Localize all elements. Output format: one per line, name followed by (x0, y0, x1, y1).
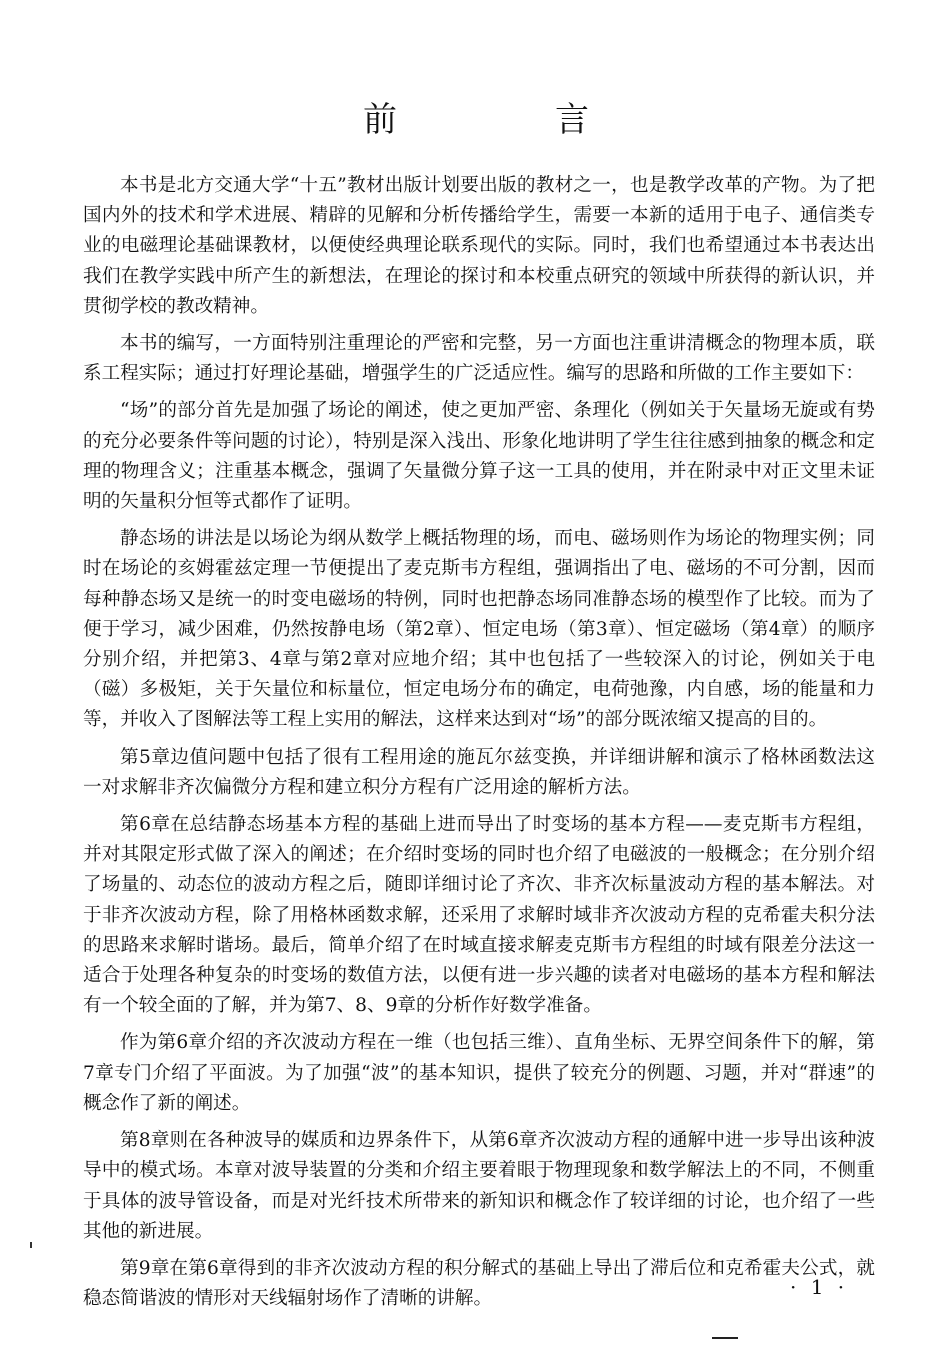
paragraph: 第6章在总结静态场基本方程的基础上进而导出了时变场的基本方程——麦克斯韦方程组，并对其限定形式做了深入的阐述；在介绍时变场的同时也介绍了电磁波的一般概念；在分别介绍了场量的、动态位的波动方程之后，随即详细讨论了齐次、非齐次标量波动方程的基本解法。对于非齐次波动方程，除了用格林函数求解，还采用了求解时域非齐次波动方程的克希霍夫积分法的思路来求解时谐场。最后，简单介绍了在时域直接求解麦克斯韦方程组的时域有限差分法这一适合于处理各种复杂的时变场的数值方法，以便有进一步兴趣的读者对电磁场的基本方程和解法有一个较全面的了解，并为第7、8、9章的分析作好数学准备。 (83, 814, 875, 1017)
paragraph: 作为第6章介绍的齐次波动方程在一维（也包括三维）、直角坐标、无界空间条件下的解，第7章专门介绍了平面波。为了加强“波”的基本知识，提供了较充分的例题、习题，并对“群速”的概念作了新的阐述。 (83, 1032, 875, 1114)
paragraph: 本书是北方交通大学“十五”教材出版计划要出版的教材之一，也是教学改革的产物。为了把国内外的技术和学术进展、精辟的见解和分析传播给学生，需要一本新的适用于电子、通信类专业的电磁理论基础课教材，以便使经典理论联系现代的实际。同时，我们也希望通过本书表达出我们在教学实践中所产生的新想法，在理论的探讨和本校重点研究的领域中所获得的新认识，并贯彻学校的教改精神。 (83, 175, 875, 317)
paragraph: 第5章边值问题中包括了很有工程用途的施瓦尔兹变换，并详细讲解和演示了格林函数法这一对求解非齐次偏微分方程和建立积分方程有广泛用途的解析方法。 (83, 746, 875, 798)
bottom-mark (712, 1337, 738, 1339)
paragraph: 第8章则在各种波导的媒质和边界条件下，从第6章齐次波动方程的通解中进一步导出该种波导中的模式场。本章对波导装置的分类和介绍主要着眼于物理现象和数学解法上的不同，不侧重于具体的波导管设备，而是对光纤技术所带来的新知识和概念作了较详细的讨论，也介绍了一些其他的新进展。 (83, 1130, 875, 1242)
scan-speck (30, 1242, 32, 1248)
preface-body (83, 171, 875, 1321)
paragraph: 本书的编写，一方面特别注重理论的严密和完整，另一方面也注重讲清概念的物理本质，联系工程实际；通过打好理论基础，增强学生的广泛适应性。编写的思路和所做的工作主要如下： (83, 333, 875, 385)
page-number: · 1 · (790, 1275, 849, 1299)
paragraph: 第9章在第6章得到的非齐次波动方程的积分解式的基础上导出了滞后位和克希霍夫公式，就稳态简谐波的情形对天线辐射场作了清晰的讲解。 (83, 1257, 875, 1310)
paragraph: “场”的部分首先是加强了场论的阐述，使之更加严密、条理化（例如关于矢量场无旋或有势的充分必要条件等问题的讨论），特别是深入浅出、形象化地讲明了学生往往感到抽象的概念和定理的物理含义；注重基本概念，强调了矢量微分算子这一工具的使用，并在附录中对正文里未证明的矢量积分恒等式都作了证明。 (83, 400, 875, 513)
page-title: 前 言 (363, 100, 651, 140)
paragraph: 静态场的讲法是以场论为纲从数学上概括物理的场，而电、磁场则作为场论的物理实例；同时在场论的亥姆霍兹定理一节便提出了麦克斯韦方程组，强调指出了电、磁场的不可分割，因而每种静态场又是统一的时变电磁场的特例，同时也把静态场同准静态场的模型作了比较。而为了便于学习，减少困难，仍然按静电场（第2章）、恒定电场（第3章）、恒定磁场（第4章）的顺序分别介绍，并把第3、4章与第2章对应地介绍；其中也包括了一些较深入的讨论，例如关于电（磁）多极矩，关于矢量位和标量位，恒定电场分布的确定，电荷弛豫，内自感，场的能量和力等，并收入了图解法等工程上实用的解法，这样来达到对“场”的部分既浓缩又提高的目的。 (83, 528, 875, 731)
